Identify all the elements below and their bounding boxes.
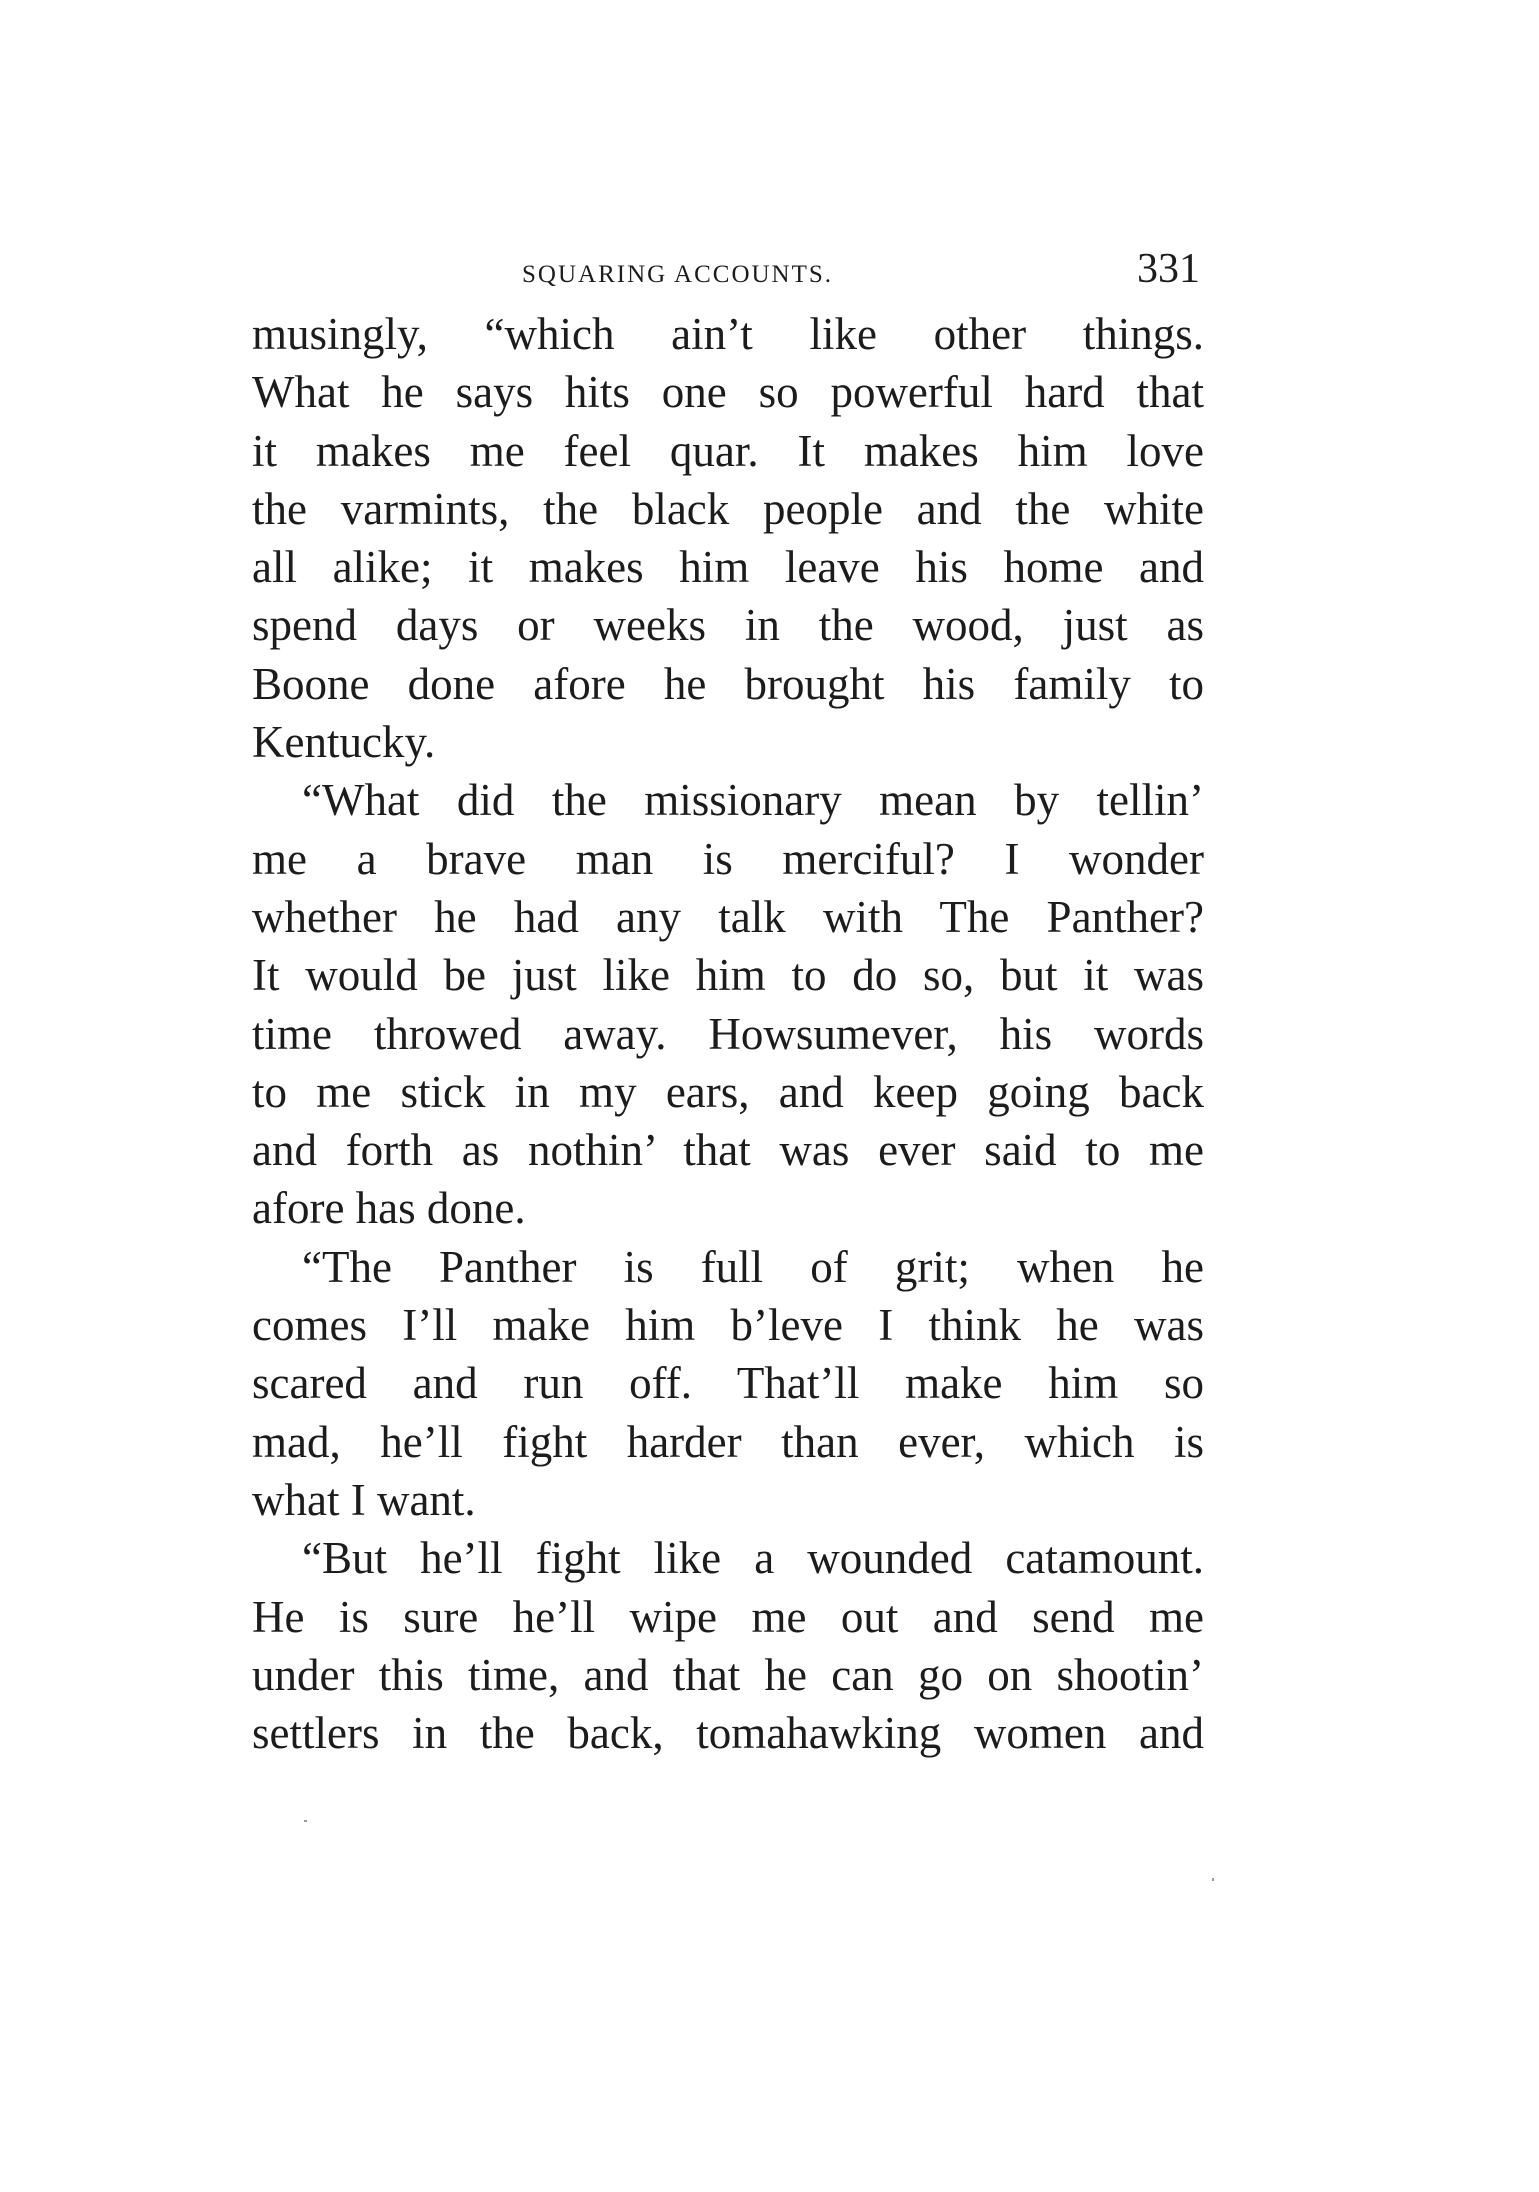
running-head [252, 245, 1204, 305]
page-number: 331 [1137, 246, 1200, 292]
text-line: What he says hits one so powerful hard that [252, 367, 1204, 418]
text-line: settlers in the back, tomahawking women and [252, 1708, 1204, 1759]
text-line: it makes me feel quar. It makes him love [252, 425, 1204, 476]
paper-speck [304, 1820, 307, 1822]
text-line: and forth as nothin’ that was ever said to me [252, 1125, 1204, 1176]
body-text [252, 305, 1204, 1762]
text-line: to me stick in my ears, and keep going back [252, 1066, 1204, 1117]
text-line: time throwed away. Howsumever, his words [252, 1008, 1204, 1059]
text-line: scared and run off. That’ll make him so [252, 1358, 1204, 1409]
text-line: “But he’ll fight like a wounded catamount. [302, 1533, 1204, 1584]
text-line: musingly, “which ain’t like other things. [252, 309, 1204, 359]
text-line: Kentucky. [252, 717, 436, 768]
text-line: me a brave man is merciful? I wonder [252, 833, 1204, 884]
text-line: all alike; it makes him leave his home and [252, 542, 1204, 593]
text-line: the varmints, the black people and the white [252, 483, 1204, 534]
running-title: SQUARING ACCOUNTS. [522, 261, 834, 288]
text-line: under this time, and that he can go on shootin’ [252, 1649, 1204, 1700]
text-line: Boone done afore he brought his family to [252, 658, 1204, 709]
text-line: spend days or weeks in the wood, just as [252, 600, 1204, 651]
text-line: whether he had any talk with The Panther? [252, 891, 1204, 942]
text-line: It would be just like him to do so, but it was [252, 950, 1204, 1001]
paper-speck [1212, 1878, 1214, 1881]
text-line: He is sure he’ll wipe me out and send me [252, 1591, 1204, 1642]
text-line: “What did the missionary mean by tellin’ [302, 775, 1204, 826]
text-line: afore has done. [252, 1183, 526, 1234]
text-line: what I want. [252, 1474, 476, 1525]
text-line: mad, he’ll fight harder than ever, which is [252, 1416, 1204, 1467]
text-line: comes I’ll make him b’leve I think he was [252, 1300, 1204, 1351]
text-line: “The Panther is full of grit; when he [302, 1241, 1204, 1292]
